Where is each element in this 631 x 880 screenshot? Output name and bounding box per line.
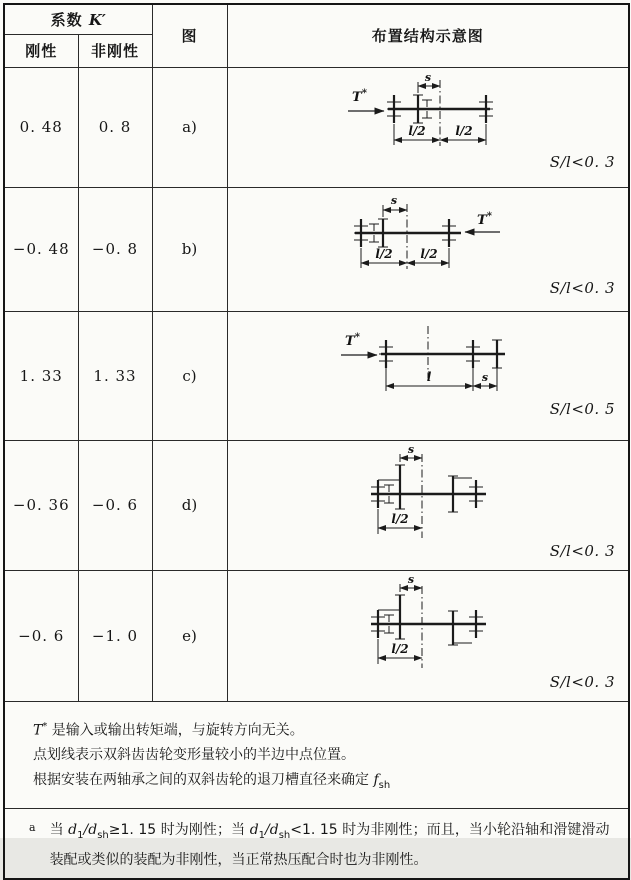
d1-symbol: d: [68, 821, 78, 838]
nonrigid-value-c: 1. 33: [78, 311, 152, 440]
bearing-left: [354, 219, 368, 247]
l2-left-label: l/2: [374, 246, 393, 261]
torque-label: T*: [476, 210, 492, 228]
bearing-left: [371, 610, 385, 638]
bearing-right: [469, 610, 483, 638]
note-line-1: [33, 714, 608, 744]
nonrigid-value-b: −0. 8: [78, 187, 152, 311]
s-label: s: [407, 572, 414, 586]
torque-sup: *: [42, 720, 48, 732]
bearing-right: [442, 219, 456, 247]
footnote-text: 当 $d_1/d_{sh}\ge 1$. 15 时为刚性；当 $d_1/d_{sh}<1$. 15 时为非刚性；而且，当小轮沿轴和滑键滑动装配或类似的装配为非刚性，当正常热压配合时也为非刚性。: [49, 821, 610, 868]
table-row-b: [4, 187, 629, 311]
notes-cell: [4, 701, 629, 808]
nonrigid-value-d: −0. 6: [78, 440, 152, 570]
rigid-value-e: −0. 6: [4, 570, 78, 701]
torque-label: T*: [351, 87, 367, 105]
ratio-label-a: S/l<0. 3: [549, 152, 616, 171]
ratio-label-d: S/l<0. 3: [549, 541, 616, 560]
d1-symbol: d: [249, 821, 259, 838]
s-label: s: [424, 70, 431, 84]
footnote-marker: a: [29, 820, 36, 834]
figure-label-e: e): [152, 570, 227, 701]
figure-label-c: c): [152, 311, 227, 440]
nonrigid-value-a: 0. 8: [78, 67, 152, 187]
s-label: s: [390, 193, 397, 207]
torque-symbol: T: [33, 722, 43, 739]
ratio-label-e: S/l<0. 3: [549, 672, 616, 691]
note-3-text: 根据安装在两轴承之间的双斜齿轮的退刀槽直径来确定: [33, 772, 374, 789]
figure-label-a: a): [152, 67, 227, 187]
dsh-symbol: d: [88, 821, 98, 838]
l2-label: l/2: [390, 641, 409, 656]
s-label: s: [407, 442, 414, 456]
header-diagram: 布置结构示意图: [227, 4, 629, 67]
rigid-value-d: −0. 36: [4, 440, 78, 570]
note-line-3: [33, 768, 608, 798]
fsh-sub: sh: [378, 779, 391, 791]
ratio-label-b: S/l<0. 3: [549, 278, 616, 297]
header-figure: 图: [152, 4, 227, 67]
diagram-c: [228, 312, 629, 440]
bearing-right: [466, 340, 480, 368]
table-row-a: [4, 67, 629, 187]
s-label: s: [481, 370, 488, 384]
diagram-cell-a: [227, 67, 629, 187]
coefficient-table: [3, 3, 630, 880]
bearing-left: [371, 480, 385, 508]
table-row-c: [4, 311, 629, 440]
bearing-left: [379, 340, 393, 368]
table-row-d: [4, 440, 629, 570]
fsh-symbol: f: [373, 772, 379, 789]
ratio-label-c: S/l<0. 5: [549, 399, 616, 418]
rigid-value-b: −0. 48: [4, 187, 78, 311]
l2-left-label: l/2: [407, 123, 426, 138]
footnote-cell: [4, 808, 629, 878]
footnote-block: [5, 809, 628, 878]
bearing-right: [479, 95, 493, 123]
header-rigid: 刚性: [4, 34, 78, 67]
bearing-left: [387, 95, 401, 123]
coefficient-label: 系数: [50, 10, 83, 29]
rigid-value-a: 0. 48: [4, 67, 78, 187]
l2-right-label: l/2: [454, 123, 473, 138]
l-label: l: [426, 369, 431, 384]
torque-label: T*: [344, 331, 360, 349]
l2-right-label: l/2: [419, 246, 438, 261]
l2-label: l/2: [390, 511, 409, 526]
nonrigid-value-e: −1. 0: [78, 570, 152, 701]
coefficient-symbol: K: [88, 10, 102, 29]
table-row-e: [4, 570, 629, 701]
header-coefficient: [4, 4, 152, 34]
note-line-2: 点划线表示双斜齿齿轮变形量较小的半边中点位置。: [33, 747, 355, 764]
figure-label-b: b): [152, 187, 227, 311]
diagram-cell-c: [227, 311, 629, 440]
diagram-cell-e: [227, 570, 629, 701]
notes-block: [5, 702, 628, 808]
header-nonrigid: 非刚性: [78, 34, 152, 67]
note-1-text: 是输入或输出转矩端，与旋转方向无关。: [47, 722, 304, 739]
rigid-value-c: 1. 33: [4, 311, 78, 440]
figure-label-d: d): [152, 440, 227, 570]
coefficient-prime: ′: [101, 10, 106, 29]
diagram-cell-d: [227, 440, 629, 570]
bearing-right: [469, 480, 483, 508]
dsh-symbol: d: [269, 821, 279, 838]
diagram-cell-b: [227, 187, 629, 311]
